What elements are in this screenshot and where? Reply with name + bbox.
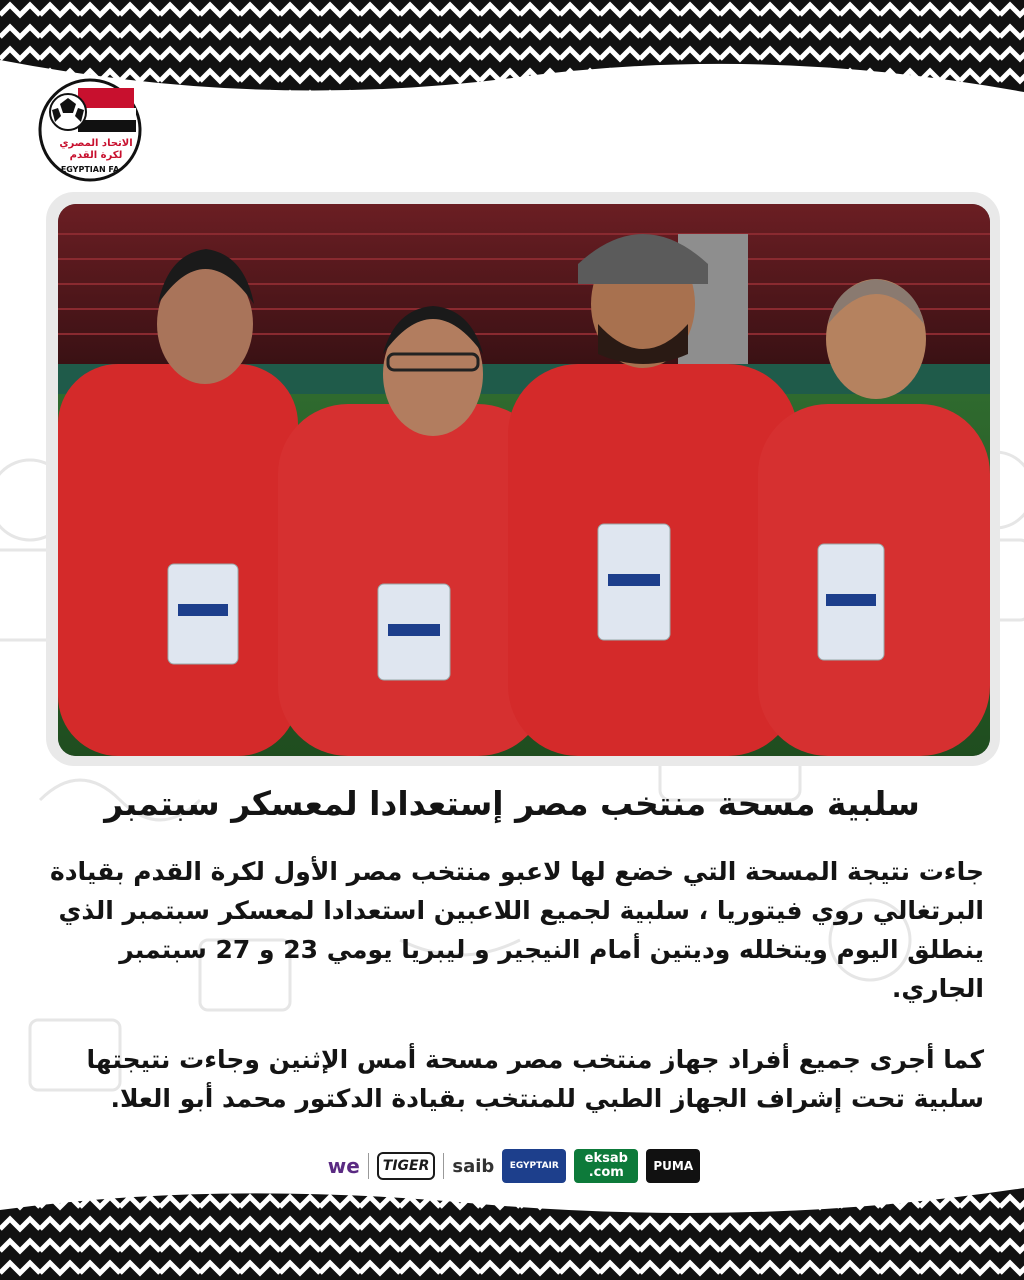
divider [443, 1153, 444, 1179]
sponsor-logos [312, 1146, 716, 1186]
svg-text:لكرة القدم: لكرة القدم [69, 150, 123, 161]
egyptair-label: EGYPTAIR [509, 1161, 559, 1171]
eksab-domain: .com [588, 1165, 624, 1180]
egyptian-fa-logo [38, 78, 142, 182]
team-staff-photo [58, 204, 990, 756]
eksab-label: eksab [584, 1151, 628, 1166]
divider [368, 1153, 369, 1179]
paragraph-2: كما أجرى جميع أفراد جهاز منتخب مصر مسحة أمس الإثنين وجاءت نتيجتها سلبية تحت إشراف الجهاز الطبي للمنتخب بقيادة الدكتور محمد أبو العلا. [86, 1045, 984, 1113]
tiger-logo: TIGER [377, 1152, 436, 1180]
paragraph-1: جاءت نتيجة المسحة التي خضع لها لاعبو منتخب مصر الأول لكرة القدم بقيادة البرتغالي روي فيتوريا ، سلبية لجميع اللاعبين استعدادا لمعسكر سبتمبر الذي ينطلق اليوم ويتخلله وديتين أمام النيجير و ليبريا يومي 23 و 27 سبتمبر الجاري. [49, 857, 984, 1003]
egyptair-logo [502, 1149, 566, 1183]
top-zigzag-border [0, 0, 1024, 110]
svg-text:EGYPTIAN FA: EGYPTIAN FA [60, 165, 120, 174]
we-logo: we [327, 1154, 360, 1178]
headline: سلبية مسحة منتخب مصر إستعدادا لمعسكر سبتمبر [104, 784, 920, 823]
puma-logo: PUMA [646, 1149, 700, 1183]
saib-logo: saib [452, 1155, 495, 1177]
eksab-logo [574, 1149, 638, 1183]
svg-text:الاتحاد المصري: الاتحاد المصري [59, 138, 133, 149]
